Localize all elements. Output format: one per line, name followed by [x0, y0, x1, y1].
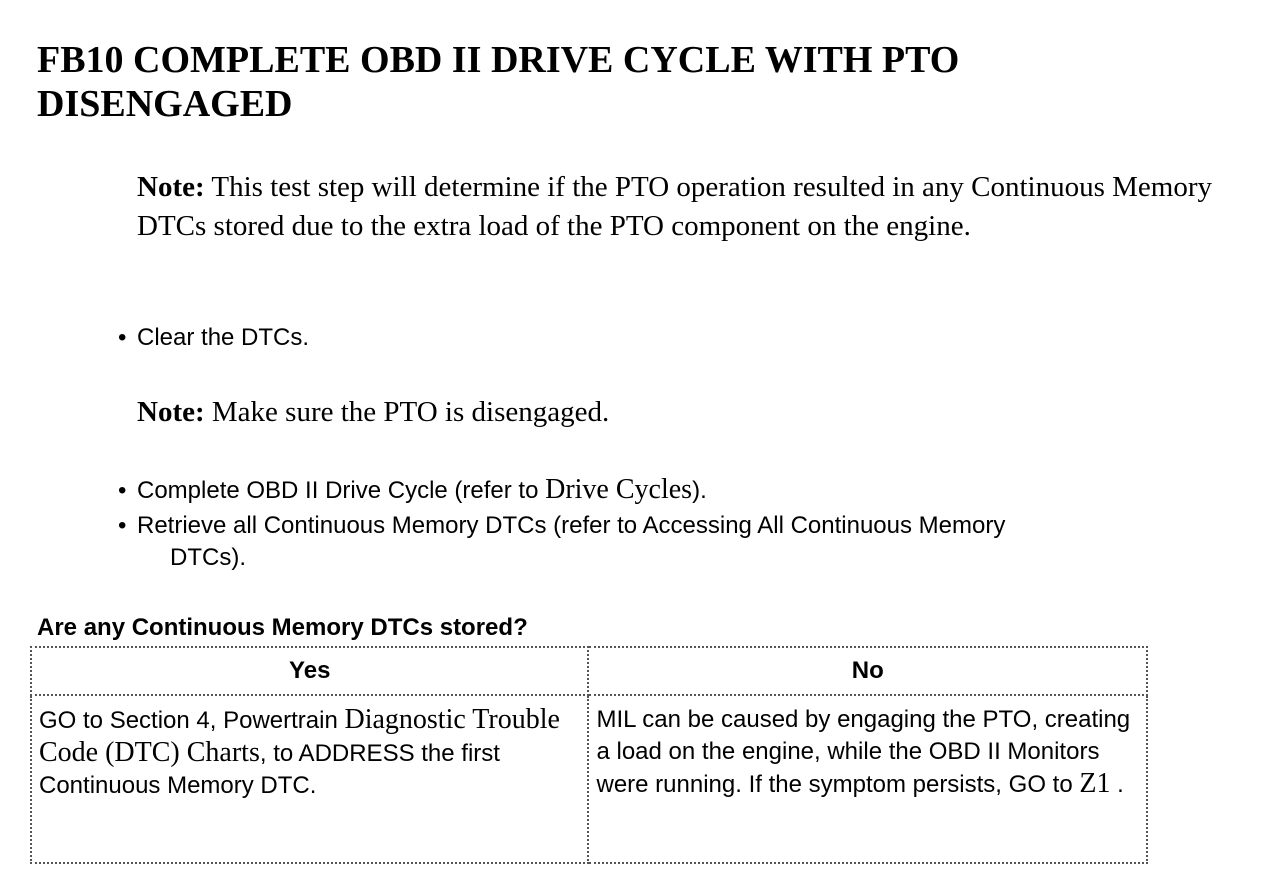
step-drive-cycle [118, 474, 1218, 507]
header-yes: Yes [31, 647, 588, 695]
note-text: This test step will determine if the PTO operation resulted in any Continuous Memory DTCs stored due to the extra load of the PTO component on the engine. [137, 171, 1212, 242]
bullet: • [118, 477, 127, 504]
no-text: MIL can be caused by engaging the PTO, creating a load on the engine, while the OBD II Monitors were running. If the symptom persists, GO to [596, 706, 1131, 798]
table-header-row [31, 647, 1147, 695]
step-text: Clear the DTCs. [137, 324, 310, 351]
step-clear-dtcs [118, 322, 1218, 354]
note-label: Note: [137, 396, 205, 428]
decision-question: Are any Continuous Memory DTCs stored? [37, 614, 528, 641]
note-pto-operation [137, 168, 1237, 246]
step-text: Complete OBD II Drive Cycle (refer to [137, 477, 546, 504]
dtc-charts-link[interactable]: Diagnostic Trouble Code (DTC) Charts [39, 704, 560, 768]
drive-cycles-link[interactable]: Drive Cycles [545, 474, 693, 505]
bullet: • [118, 324, 127, 351]
yes-text: GO to Section 4, Powertrain [39, 707, 345, 734]
step-text-line1: Retrieve all Continuous Memory DTCs (refer to Accessing All Continuous Memory [137, 512, 1006, 539]
yes-action-cell [31, 695, 588, 863]
note-label: Note: [137, 171, 205, 203]
note-pto-disengaged [137, 393, 1237, 432]
table-row [31, 695, 1147, 863]
step-retrieve-dtcs [118, 510, 1218, 574]
step-text-end: ). [692, 477, 707, 504]
header-no: No [588, 647, 1147, 695]
no-text-end: . [1110, 771, 1124, 798]
result-table [30, 646, 1148, 864]
step-text-line2: DTCs). [170, 544, 246, 571]
yes-text-end: , to ADDRESS the first Continuous Memory DTC. [39, 740, 500, 799]
no-action-cell [588, 695, 1147, 863]
z1-link[interactable]: Z1 [1079, 768, 1111, 799]
note-text: Make sure the PTO is disengaged. [211, 396, 610, 428]
page-title: FB10 COMPLETE OBD II DRIVE CYCLE WITH PTO DISENGAGED [37, 39, 960, 125]
bullet: • [118, 512, 127, 539]
